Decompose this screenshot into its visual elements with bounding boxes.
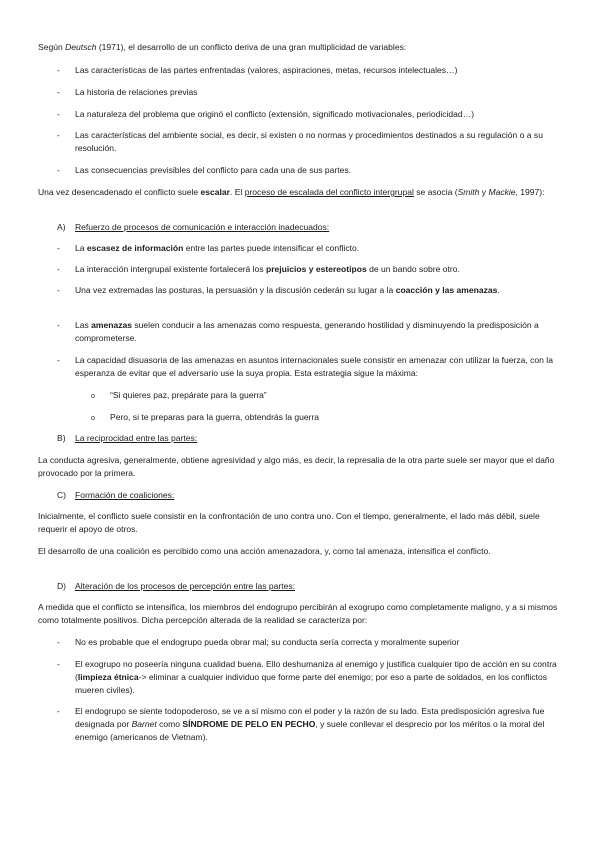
bullet-dash: - — [57, 243, 60, 253]
intro-paragraph — [38, 41, 564, 54]
section-c-title: Formación de coaliciones: — [75, 490, 175, 500]
bullet-dash: - — [57, 285, 60, 295]
maxim-item: “Si quieres paz, prepárate para la guerra” — [110, 390, 267, 400]
variable-item: Las características de las partes enfrentadas (valores, aspiraciones, metas, recursos intelectuales…) — [75, 65, 458, 75]
variable-item: Las consecuencias previsibles del conflicto para cada una de sus partes. — [75, 165, 352, 175]
escalada-underlined: proceso de escalada del conflicto intergrupal — [244, 187, 414, 197]
maxim-item: Pero, si te preparas para la guerra, obtendrás la guerra — [110, 412, 320, 422]
bullet-circle: o — [91, 415, 95, 422]
variable-item: La naturaleza del problema que originó el conflicto (extensión, significado motivacionales, periodicidad…) — [75, 109, 475, 119]
bullet-dash: - — [57, 706, 60, 716]
escalada-text: Una vez desencadenado el conflicto suele — [38, 187, 201, 197]
section-a-item: La escasez de información entre las partes puede intensificar el conflicto. — [75, 243, 360, 253]
section-b-title: La reciprocidad entre las partes: — [75, 433, 198, 443]
section-c-letter: C) — [57, 490, 67, 500]
bullet-dash: - — [57, 264, 60, 274]
section-c-paragraph: El desarrollo de una coalición es percibido como una acción amenazadora, y, como tal amenaza, intensifica el conflicto. — [38, 546, 491, 556]
section-a-title: Refuerzo de procesos de comunicación e interacción inadecuados: — [75, 222, 330, 232]
bullet-dash: - — [57, 637, 60, 647]
escalada-citation: Smith — [457, 187, 480, 197]
escalada-text: se asocia ( — [413, 187, 458, 197]
section-a-item: La interacción intergrupal existente fortalecerá los prejuicios y estereotipos de un bando sobre otro. — [75, 264, 460, 274]
bullet-dash: - — [57, 130, 60, 140]
variable-item: La historia de relaciones previas — [75, 87, 198, 97]
bullet-dash: - — [57, 65, 60, 75]
variable-item: Las características del ambiente social, es decir, si existen o no normas y procedimientos destinados a su regulación o a su resolución. — [75, 130, 543, 153]
bullet-dash: - — [57, 355, 60, 365]
section-d-item: No es probable que el endogrupo pueda obrar mal; su conducta sería correcta y moralmente superior — [75, 637, 460, 647]
section-d-title: Alteración de los procesos de percepción entre las partes: — [75, 581, 295, 591]
intro-text: Según — [38, 42, 66, 52]
bullet-dash: - — [57, 659, 60, 669]
escalada-text: y — [479, 187, 489, 197]
escalada-citation: Mackie, — [488, 187, 518, 197]
section-d-text: A medida que el conflicto se intensifica, los miembros del endogrupo percibirán al exogrupo como completamente maligno, y a si mismos como totalmente positivos. Dicha percepción alterada de la realidad se caracteriza por: — [38, 602, 558, 625]
escalada-bold: escalar — [200, 187, 230, 197]
bullet-dash: - — [57, 320, 60, 330]
bullet-circle: o — [91, 393, 95, 400]
intro-text-end: (1971), el desarrollo de un conflicto deriva de una gran multiplicidad de variables: — [96, 42, 407, 52]
section-d-letter: D) — [57, 581, 67, 591]
bullet-dash: - — [57, 87, 60, 97]
escalada-text: . El — [229, 187, 245, 197]
bullet-dash: - — [57, 165, 60, 175]
bullet-dash: - — [57, 109, 60, 119]
section-b-text: La conducta agresiva, generalmente, obtiene agresividad y algo más, es decir, la represalia de la otra parte suele ser mayor que el daño provocado por la primera. — [38, 455, 555, 478]
intro-author: Deutsch — [65, 42, 97, 52]
escalada-paragraph — [38, 186, 564, 199]
section-a-letter: A) — [57, 222, 66, 232]
section-a-item: Las amenazas suelen conducir a las amenazas como respuesta, generando hostilidad y disminuyendo la predisposición a comprometerse. — [75, 320, 539, 343]
section-d-item: El exogrupo no poseería ninguna cualidad buena. Ello deshumaniza al enemigo y justifica cualquier tipo de acción en su contra (limpieza étnica-> eliminar a cualquier individuo que forme parte del enemigo; por eso a parte de soldados, en los conflictos mueren civiles). — [75, 659, 557, 695]
section-a-item: La capacidad disuasoria de las amenazas en asuntos internacionales suele consistir en amenazar con utilizar la fuerza, con la esperanza de evitar que el adversario use la suya propia. Esta estrategia sigue la máxima: — [75, 355, 553, 378]
section-a-item: Una vez extremadas las posturas, la persuasión y la discusión cederán su lugar a la coacción y las amenazas. — [75, 285, 500, 295]
section-c-paragraph: Inicialmente, el conflicto suele consistir en la confrontación de uno contra uno. Con el tiempo, generalmente, el lado más débil, suele requerir el apoyo de otros. — [38, 511, 540, 534]
section-d-item: El endogrupo se siente todopoderoso, se ve a sí mismo con el poder y la razón de su lado. Esta predisposición agresiva fue designada por Barnet como SÍNDROME DE PELO EN PECHO, y suele conllevar el desprecio por los méritos o la moral del enemigo (americanos de Vietnam). — [75, 706, 545, 742]
section-b-letter: B) — [57, 433, 66, 443]
escalada-text: 1997): — [517, 187, 545, 197]
